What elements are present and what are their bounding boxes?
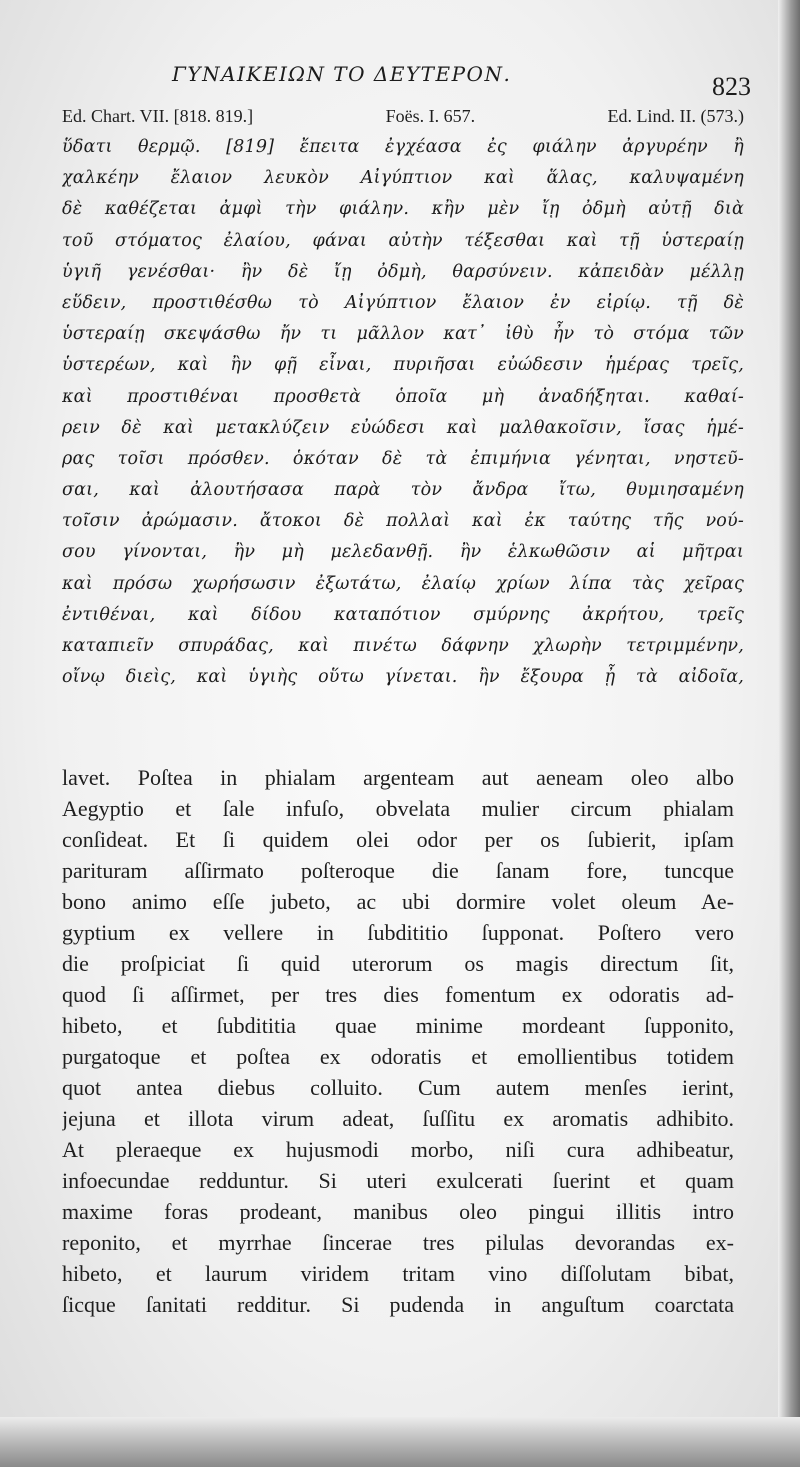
edition-references (62, 106, 744, 127)
greek-line: χαλκέην ἔλαιον λευκὸν Αἰγύπτιον καὶ ἅλας, καλυψαμένη (62, 168, 744, 189)
greek-line: δὲ καθέζεται ἀμφὶ τὴν φιάλην. κἢν μὲν ἴῃ ὀδμὴ αὐτῇ διὰ (62, 199, 744, 220)
greek-line: ὑστεραίῃ σκεψάσθω ἤν τι μᾶλλον κατ᾿ ἰθὺ ἦν τὸ στόμα τῶν (62, 324, 744, 345)
greek-line: τοῖσιν ἀρώμασιν. ἄτοκοι δὲ πολλαὶ καὶ ἐκ ταύτης τῆς νού- (62, 511, 744, 532)
latin-line: reponito, et myrrhae ſincerae tres pilulas devorandas ex- (62, 1230, 734, 1255)
latin-line: parituram aſſirmato poſteroque die ſanam fore, tuncque (62, 858, 734, 883)
greek-line: τοῦ στόματος ἐλαίου, φάναι αὐτὴν τέξεσθαι καὶ τῇ ὑστεραίῃ (62, 230, 744, 251)
greek-line: ἐντιθέναι, καὶ δίδου καταπότιον σμύρνης ἀκρήτου, τρεῖς (62, 604, 744, 625)
edition-lind-ref: Ed. Lind. II. (573.) (607, 106, 744, 126)
greek-line: καὶ προστιθέναι προσθετὰ ὁποῖα μὴ ἀναδήξηται. καθαί- (62, 386, 744, 407)
latin-line: purgatoque et poſtea ex odoratis et emollientibus totidem (62, 1044, 734, 1069)
latin-line: quod ſi aſſirmet, per tres dies fomentum ex odoratis ad- (62, 982, 734, 1007)
greek-line: ρειν δὲ καὶ μετακλύζειν εὐώδεσι καὶ μαλθακοῖσιν, ἴσας ἡμέ- (62, 417, 744, 438)
latin-line: jejuna et illota virum adeat, ſuſſitu ex aromatis adhibito. (62, 1106, 734, 1131)
greek-line: ὑγιῆ γενέσθαι· ἢν δὲ ἴῃ ὀδμὴ, θαρσύνειν. κἀπειδὰν μέλλῃ (62, 261, 744, 282)
latin-line: quot antea diebus colluito. Cum autem menſes ierint, (62, 1075, 734, 1100)
edition-foes-ref: Foës. I. 657. (385, 106, 476, 126)
latin-line: maxime foras prodeant, manibus oleo pingui illitis intro (62, 1199, 734, 1224)
latin-line: conſideat. Et ſi quidem olei odor per os ſubierit, ipſam (62, 827, 734, 852)
greek-line: οἴνῳ διεὶς, καὶ ὑγιὴς οὕτω γίνεται. ἢν ἔξουρα ᾖ τὰ αἰδοῖα, (62, 667, 744, 688)
greek-line: καὶ πρόσω χωρήσωσιν ἐξωτάτω, ἐλαίῳ χρίων λίπα τὰς χεῖρας (62, 573, 744, 594)
greek-line: ὑστερέων, καὶ ἢν φῇ εἶναι, πυριῆσαι εὐώδεσιν ἡμέρας τρεῖς, (62, 355, 744, 376)
latin-line: lavet. Poſtea in phialam argenteam aut aeneam oleo albo (62, 765, 734, 790)
latin-line: ſicque ſanitati redditur. Si pudenda in anguſtum coarctata (62, 1292, 734, 1317)
greek-line: σαι, καὶ ἀλουτήσασα παρὰ τὸν ἄνδρα ἴτω, θυμιησαμένη (62, 480, 744, 501)
latin-line: hibeto, et ſubdititia quae minime mordeant ſupponito, (62, 1013, 734, 1038)
latin-line: At pleraeque ex hujusmodi morbo, niſi cura adhibeatur, (62, 1137, 734, 1162)
page-edge-shadow (778, 0, 800, 1467)
page-bottom-shadow (0, 1417, 800, 1467)
running-title: ΓΥΝΑΙΚΕΙΩΝ ΤΟ ΔΕΥΤΕΡΟΝ. (172, 62, 512, 86)
latin-line: die proſpiciat ſi quid uterorum os magis directum ſit, (62, 951, 734, 976)
edition-chart-ref: Ed. Chart. VII. [818. 819.] (62, 106, 254, 126)
greek-line: ρας τοῖσι πρόσθεν. ὁκόταν δὲ τὰ ἐπιμήνια γένηται, νηστεῦ- (62, 448, 744, 469)
latin-text-block (62, 762, 734, 1320)
greek-line: σου γίνονται, ἢν μὴ μελεδανθῇ. ἢν ἑλκωθῶσιν αἱ μῆτραι (62, 542, 744, 563)
latin-line: hibeto, et laurum viridem tritam vino diſſolutam bibat, (62, 1261, 734, 1286)
greek-text-block (62, 132, 744, 693)
latin-line: gyptium ex vellere in ſubdititio ſupponat. Poſtero vero (62, 920, 734, 945)
latin-line: bono animo eſſe jubeto, ac ubi dormire volet oleum Ae- (62, 889, 734, 914)
greek-line: εὕδειν, προστιθέσθω τὸ Αἰγύπτιον ἔλαιον ἐν εἰρίῳ. τῇ δὲ (62, 292, 744, 313)
latin-line: infoecundae redduntur. Si uteri exulcerati ſuerint et quam (62, 1168, 734, 1193)
greek-line: ὕδατι θερμῷ. [819] ἔπειτα ἐγχέασα ἐς φιάλην ἀργυρέην ἢ (62, 137, 744, 157)
latin-line: Aegyptio et ſale infuſo, obvelata mulier circum phialam (62, 796, 734, 821)
page-number: 823 (712, 72, 751, 101)
greek-line: καταπιεῖν σπυράδας, καὶ πινέτω δάφνην χλωρὴν τετριμμένην, (62, 636, 744, 656)
